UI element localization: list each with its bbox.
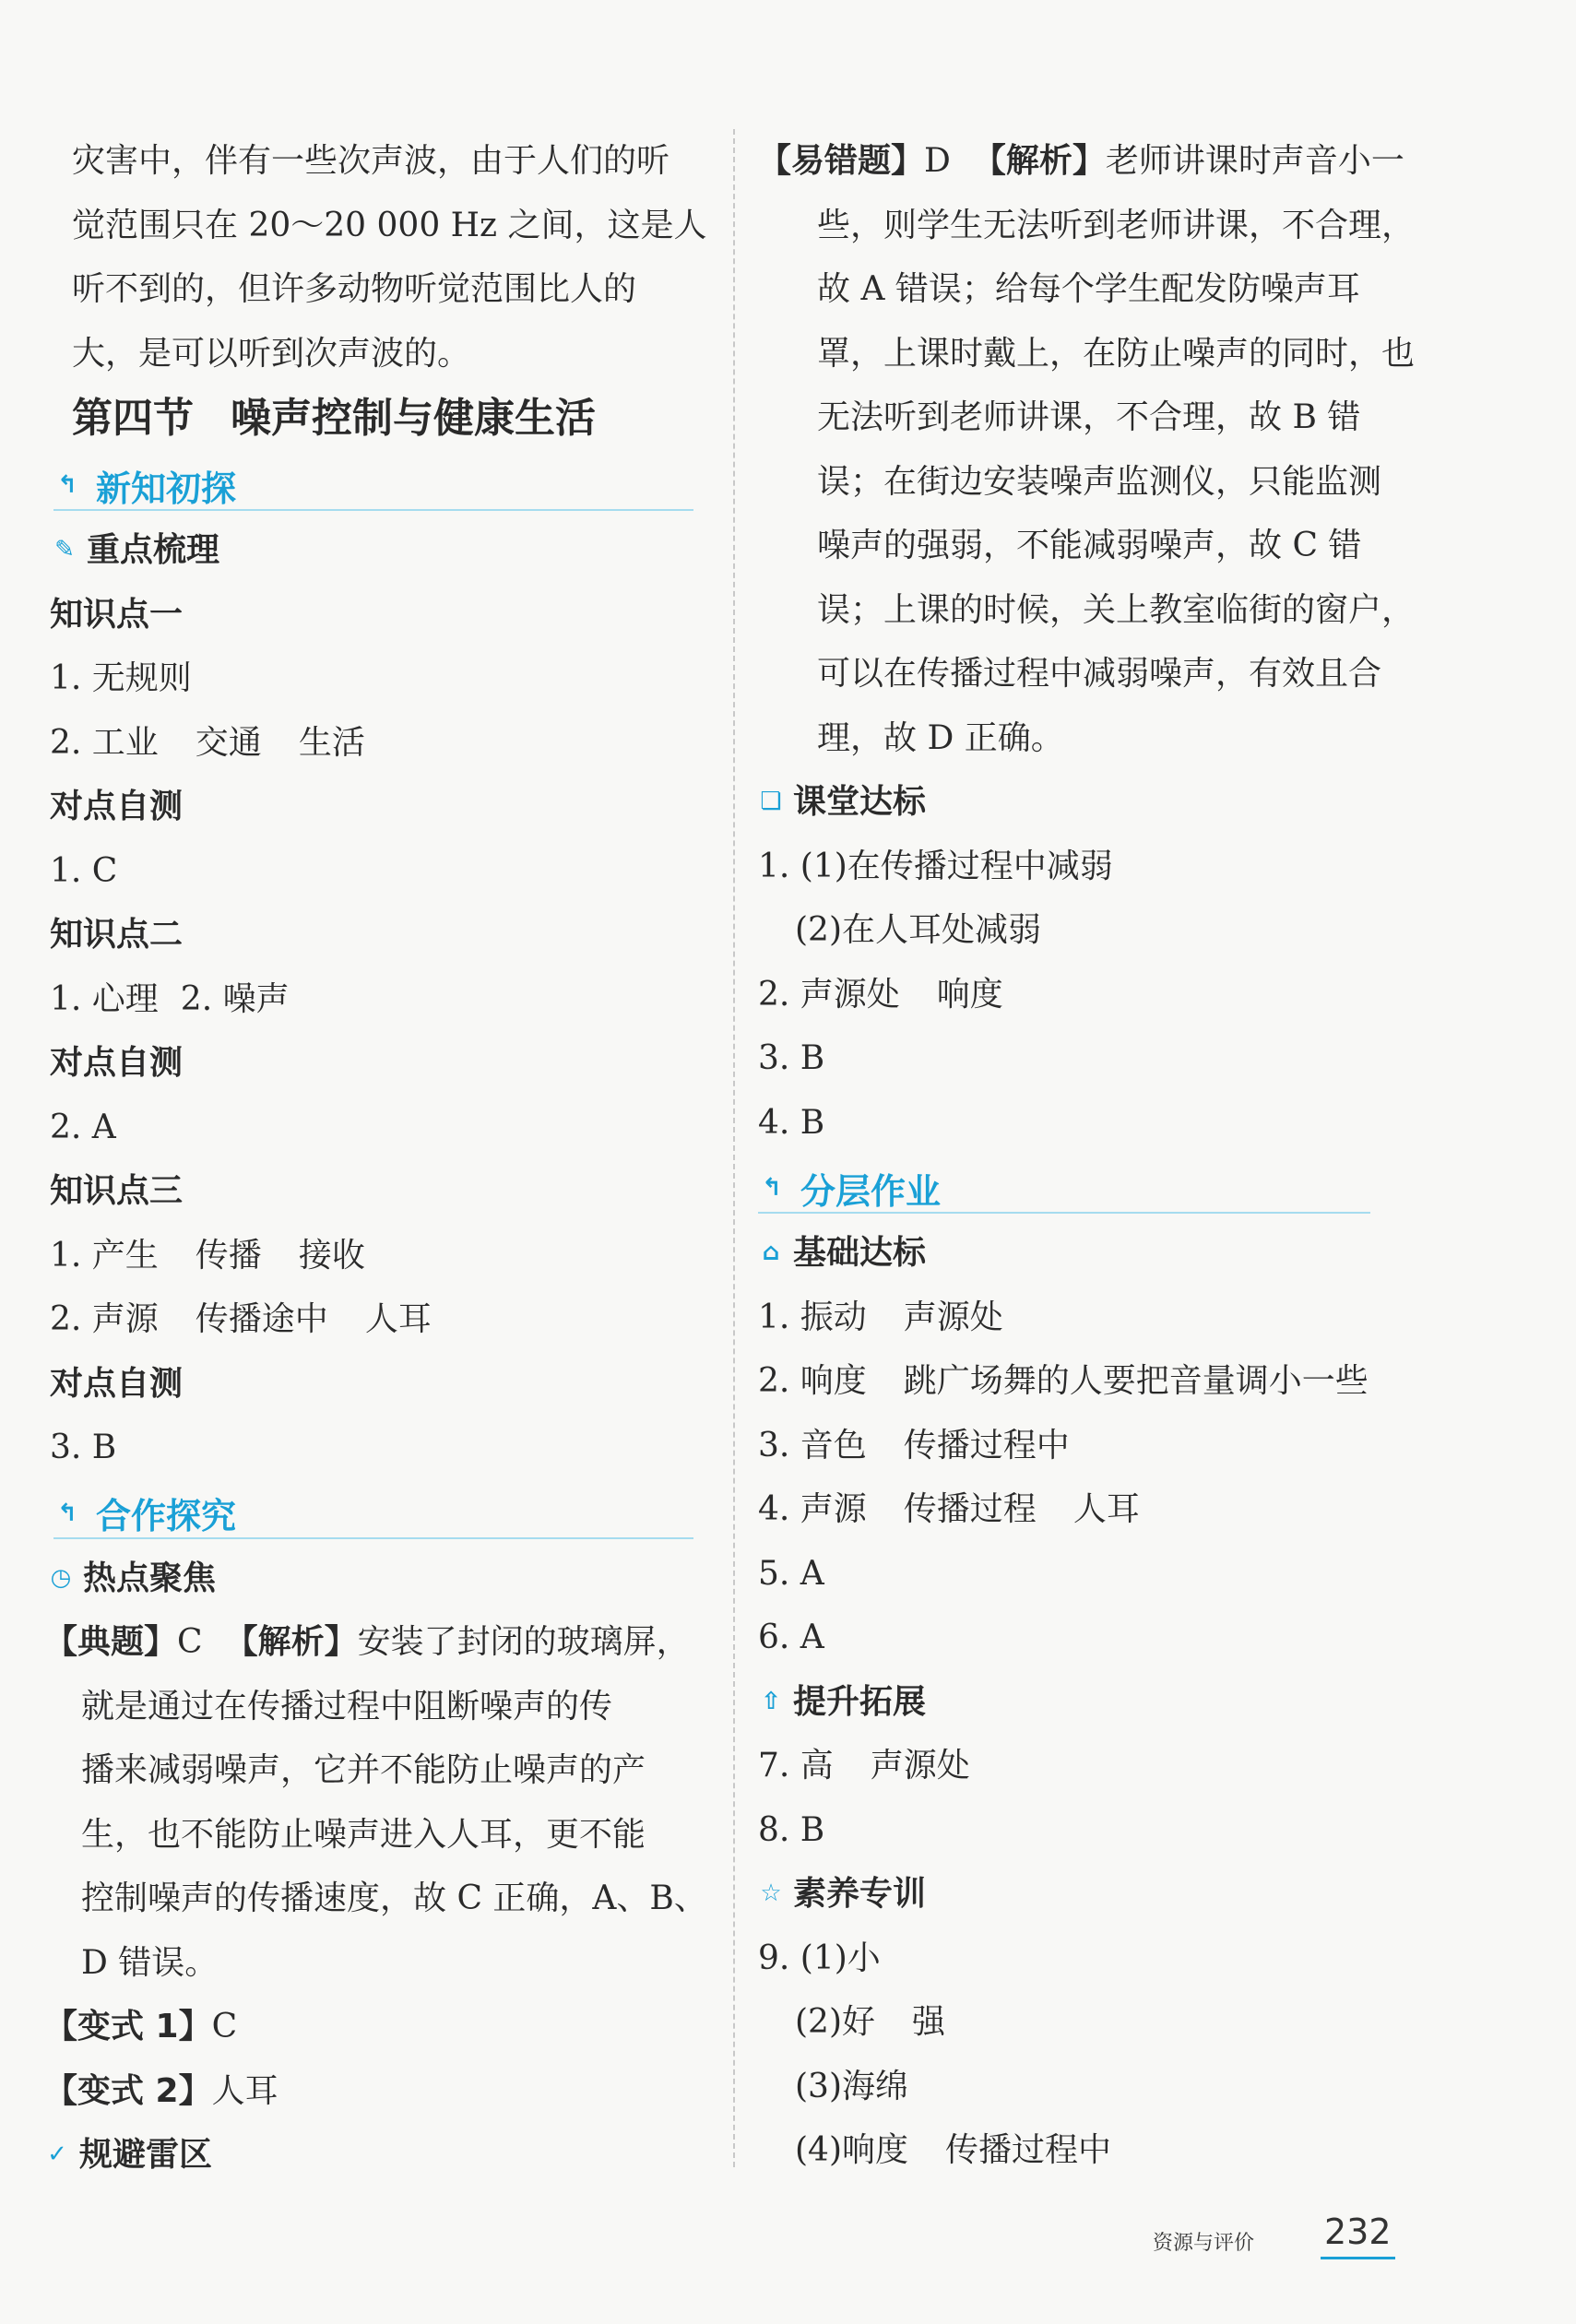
subheading-label: 热点聚焦 <box>83 1559 217 1597</box>
yicuo-tag: 【易错题】 <box>758 142 925 180</box>
subheading-tisheng <box>758 1670 1404 1735</box>
answer-part: 接收 <box>298 1236 365 1275</box>
answer-line <box>758 2118 1404 2183</box>
pen-icon: ✎ <box>54 536 75 563</box>
text-line: 就是通过在传播过程中阻断噪声的传 <box>81 1687 613 1725</box>
subheading-zhongdian <box>52 518 717 583</box>
answer-part: 2. 声源 <box>50 1300 159 1338</box>
explanation-text: 安装了封闭的玻璃屏， <box>357 1623 690 1661</box>
subheading-ketang <box>758 770 1404 835</box>
text-line: 无法听到老师讲课，不合理，故 B 错 <box>817 398 1361 436</box>
answer-part: 传播 <box>195 1236 262 1275</box>
answer-part: 2. 响度 <box>758 1362 867 1400</box>
answer-line <box>758 1477 1404 1542</box>
subheading-label: 规避雷区 <box>79 2136 213 2174</box>
column-divider <box>733 129 735 2167</box>
text-line: D 错误。 <box>81 1943 219 1982</box>
dianti-first-line <box>44 1610 717 1675</box>
answer-line <box>758 1349 1404 1414</box>
dianti-answer: C <box>177 1623 203 1661</box>
text-line: 误；上课的时候，关上教室临街的窗户， <box>817 590 1416 629</box>
answer-line: 9. (1)小 <box>758 1939 881 1977</box>
explanation-text: 老师讲课时声音小一 <box>1105 142 1404 180</box>
band-label: 合作探究 <box>96 1496 237 1536</box>
arrow-turn-icon: ↰ <box>57 471 77 499</box>
right-column <box>758 129 1416 2183</box>
answer-line: 8. B <box>758 1810 825 1849</box>
shield-check-icon: ✓ <box>47 2140 67 2168</box>
bianshi-tag: 【变式 2】 <box>44 2071 212 2110</box>
bianshi-line <box>44 2059 717 2124</box>
text-line: 生，也不能防止噪声进入人耳，更不能 <box>81 1815 646 1854</box>
answer-part: 跳广场舞的人要把音量调小一些 <box>903 1362 1369 1400</box>
band-label: 新知初探 <box>96 468 237 509</box>
answer-part: 3. 音色 <box>758 1426 867 1464</box>
text-line: 些，则学生无法听到老师讲课，不合理， <box>817 206 1416 244</box>
band-label: 分层作业 <box>800 1170 942 1212</box>
answer-part: 响度 <box>936 975 1003 1014</box>
subheading-redian <box>48 1547 717 1611</box>
answer-line <box>50 711 717 776</box>
answer-line <box>758 1414 1404 1478</box>
answer-line <box>758 1286 1404 1350</box>
star-icon: ☆ <box>760 1879 782 1907</box>
answer-part: (4)响度 <box>795 2131 908 2169</box>
answer-part: 4. 声源 <box>758 1490 867 1528</box>
arrow-turn-icon: ↰ <box>57 1499 77 1527</box>
answer-part: 1. 振动 <box>758 1298 867 1336</box>
bianshi-answer: C <box>211 2008 238 2045</box>
answer-line <box>758 1990 1404 2055</box>
subheading-label: 提升拓展 <box>793 1682 927 1721</box>
bianshi-line <box>44 1995 717 2059</box>
answer-line: 6. A <box>758 1618 824 1656</box>
answer-line: 3. B <box>50 1429 117 1466</box>
section-number: 第四节 <box>72 395 194 442</box>
subheading-suyang <box>758 1862 1404 1927</box>
answer-line: 5. A <box>758 1554 824 1593</box>
answer-line: 1. 无规则 <box>50 659 192 697</box>
kp-heading: 知识点一 <box>50 595 184 634</box>
answer-line: 2. A <box>50 1108 116 1146</box>
text-line: 控制噪声的传播速度，故 C 正确，A、B、 <box>81 1879 707 1917</box>
book-icon: ❏ <box>760 788 782 815</box>
answer-part: 生活 <box>298 723 365 762</box>
text-line: 听不到的，但许多动物听觉范围比人的 <box>72 270 637 308</box>
answer-part: 人耳 <box>1072 1490 1140 1528</box>
text-line: 故 A 错误；给每个学生配发防噪声耳 <box>817 270 1360 308</box>
answer-part: 2. 工业 <box>50 723 159 762</box>
answer-part: 传播途中 <box>195 1300 328 1338</box>
answer-line <box>50 967 717 1032</box>
text-line: 噪声的强弱，不能减弱噪声，故 C 错 <box>817 527 1362 564</box>
kp-heading: 知识点三 <box>50 1172 184 1210</box>
answer-part: 声源处 <box>903 1298 1003 1336</box>
answer-line: 4. B <box>758 1103 825 1142</box>
lock-icon: ⌂ <box>762 1239 780 1266</box>
text-line: 播来减弱噪声，它并不能防止噪声的产 <box>81 1751 646 1789</box>
subheading-label: 素养专训 <box>793 1875 927 1913</box>
subheading-guibi <box>44 2123 717 2188</box>
answer-part: (2)好 <box>795 2003 875 2041</box>
check-heading: 对点自测 <box>50 1364 184 1403</box>
answer-line <box>50 1224 717 1288</box>
footer-label: 资源与评价 <box>1153 2232 1255 2255</box>
section-name: 噪声控制与健康生活 <box>231 395 596 442</box>
yicuo-answer: D <box>924 142 951 180</box>
answer-line: 1. C <box>50 851 118 890</box>
left-column <box>44 129 717 2188</box>
answer-line: 3. B <box>758 1039 825 1077</box>
dianti-tag: 【典题】 <box>44 1623 178 1661</box>
up-arrow-icon: ⇧ <box>761 1687 781 1715</box>
answer-line: (3)海绵 <box>795 2067 908 2105</box>
answer-line: 1. (1)在传播过程中减弱 <box>758 847 1113 885</box>
answer-part: 2. 噪声 <box>180 979 290 1018</box>
answer-part: 7. 高 <box>758 1747 834 1784</box>
answer-part: 1. 心理 <box>50 979 159 1018</box>
check-heading: 对点自测 <box>50 1044 184 1082</box>
subheading-jichu <box>758 1221 1404 1286</box>
answer-part: 人耳 <box>364 1300 432 1338</box>
yicuo-first-line <box>758 129 1404 194</box>
answer-part: 传播过程 <box>903 1490 1037 1528</box>
answer-part: 声源处 <box>870 1747 970 1784</box>
page-number: 232 <box>1324 2211 1392 2252</box>
answer-part: 1. 产生 <box>50 1236 159 1275</box>
subheading-label: 重点梳理 <box>87 531 220 569</box>
section-title <box>31 385 717 452</box>
answer-line: (2)在人耳处减弱 <box>795 911 1041 949</box>
kp-heading: 知识点二 <box>50 916 184 954</box>
answer-part: 传播过程中 <box>903 1426 1070 1464</box>
arrow-turn-icon: ↰ <box>762 1174 782 1202</box>
text-line: 罩，上课时戴上，在防止噪声的同时，也 <box>817 334 1416 373</box>
band-xinzhi <box>53 452 693 518</box>
band-hezuo <box>53 1480 693 1547</box>
text-line: 理，故 D 正确。 <box>817 718 1064 757</box>
check-heading: 对点自测 <box>50 788 184 825</box>
answer-part: 强 <box>912 2003 946 2041</box>
text-line: 可以在传播过程中减弱噪声，有效且合 <box>817 655 1382 693</box>
answer-part: 2. 声源处 <box>758 975 900 1014</box>
alarm-clock-icon: ◷ <box>50 1563 72 1592</box>
band-fenceng <box>758 1155 1370 1221</box>
jiexi-tag: 【解析】 <box>224 1623 358 1661</box>
bianshi-answer: 人耳 <box>211 2071 278 2110</box>
bianshi-tag: 【变式 1】 <box>44 2008 212 2045</box>
answer-part: 传播过程中 <box>945 2131 1112 2169</box>
answer-line <box>758 1734 1404 1798</box>
answer-line <box>758 963 1404 1027</box>
answer-part: 交通 <box>195 723 262 762</box>
text-line: 觉范围只在 20～20 000 Hz 之间，这是人 <box>72 206 707 244</box>
jiexi-tag: 【解析】 <box>972 142 1106 180</box>
text-line: 灾害中，伴有一些次声波，由于人们的听 <box>72 142 670 180</box>
answer-line <box>50 1287 717 1352</box>
text-line: 大，是可以听到次声波的。 <box>72 334 471 373</box>
subheading-label: 基础达标 <box>793 1234 927 1272</box>
text-line: 误；在街边安装噪声监测仪，只能监测 <box>817 462 1382 501</box>
subheading-label: 课堂达标 <box>793 783 927 821</box>
